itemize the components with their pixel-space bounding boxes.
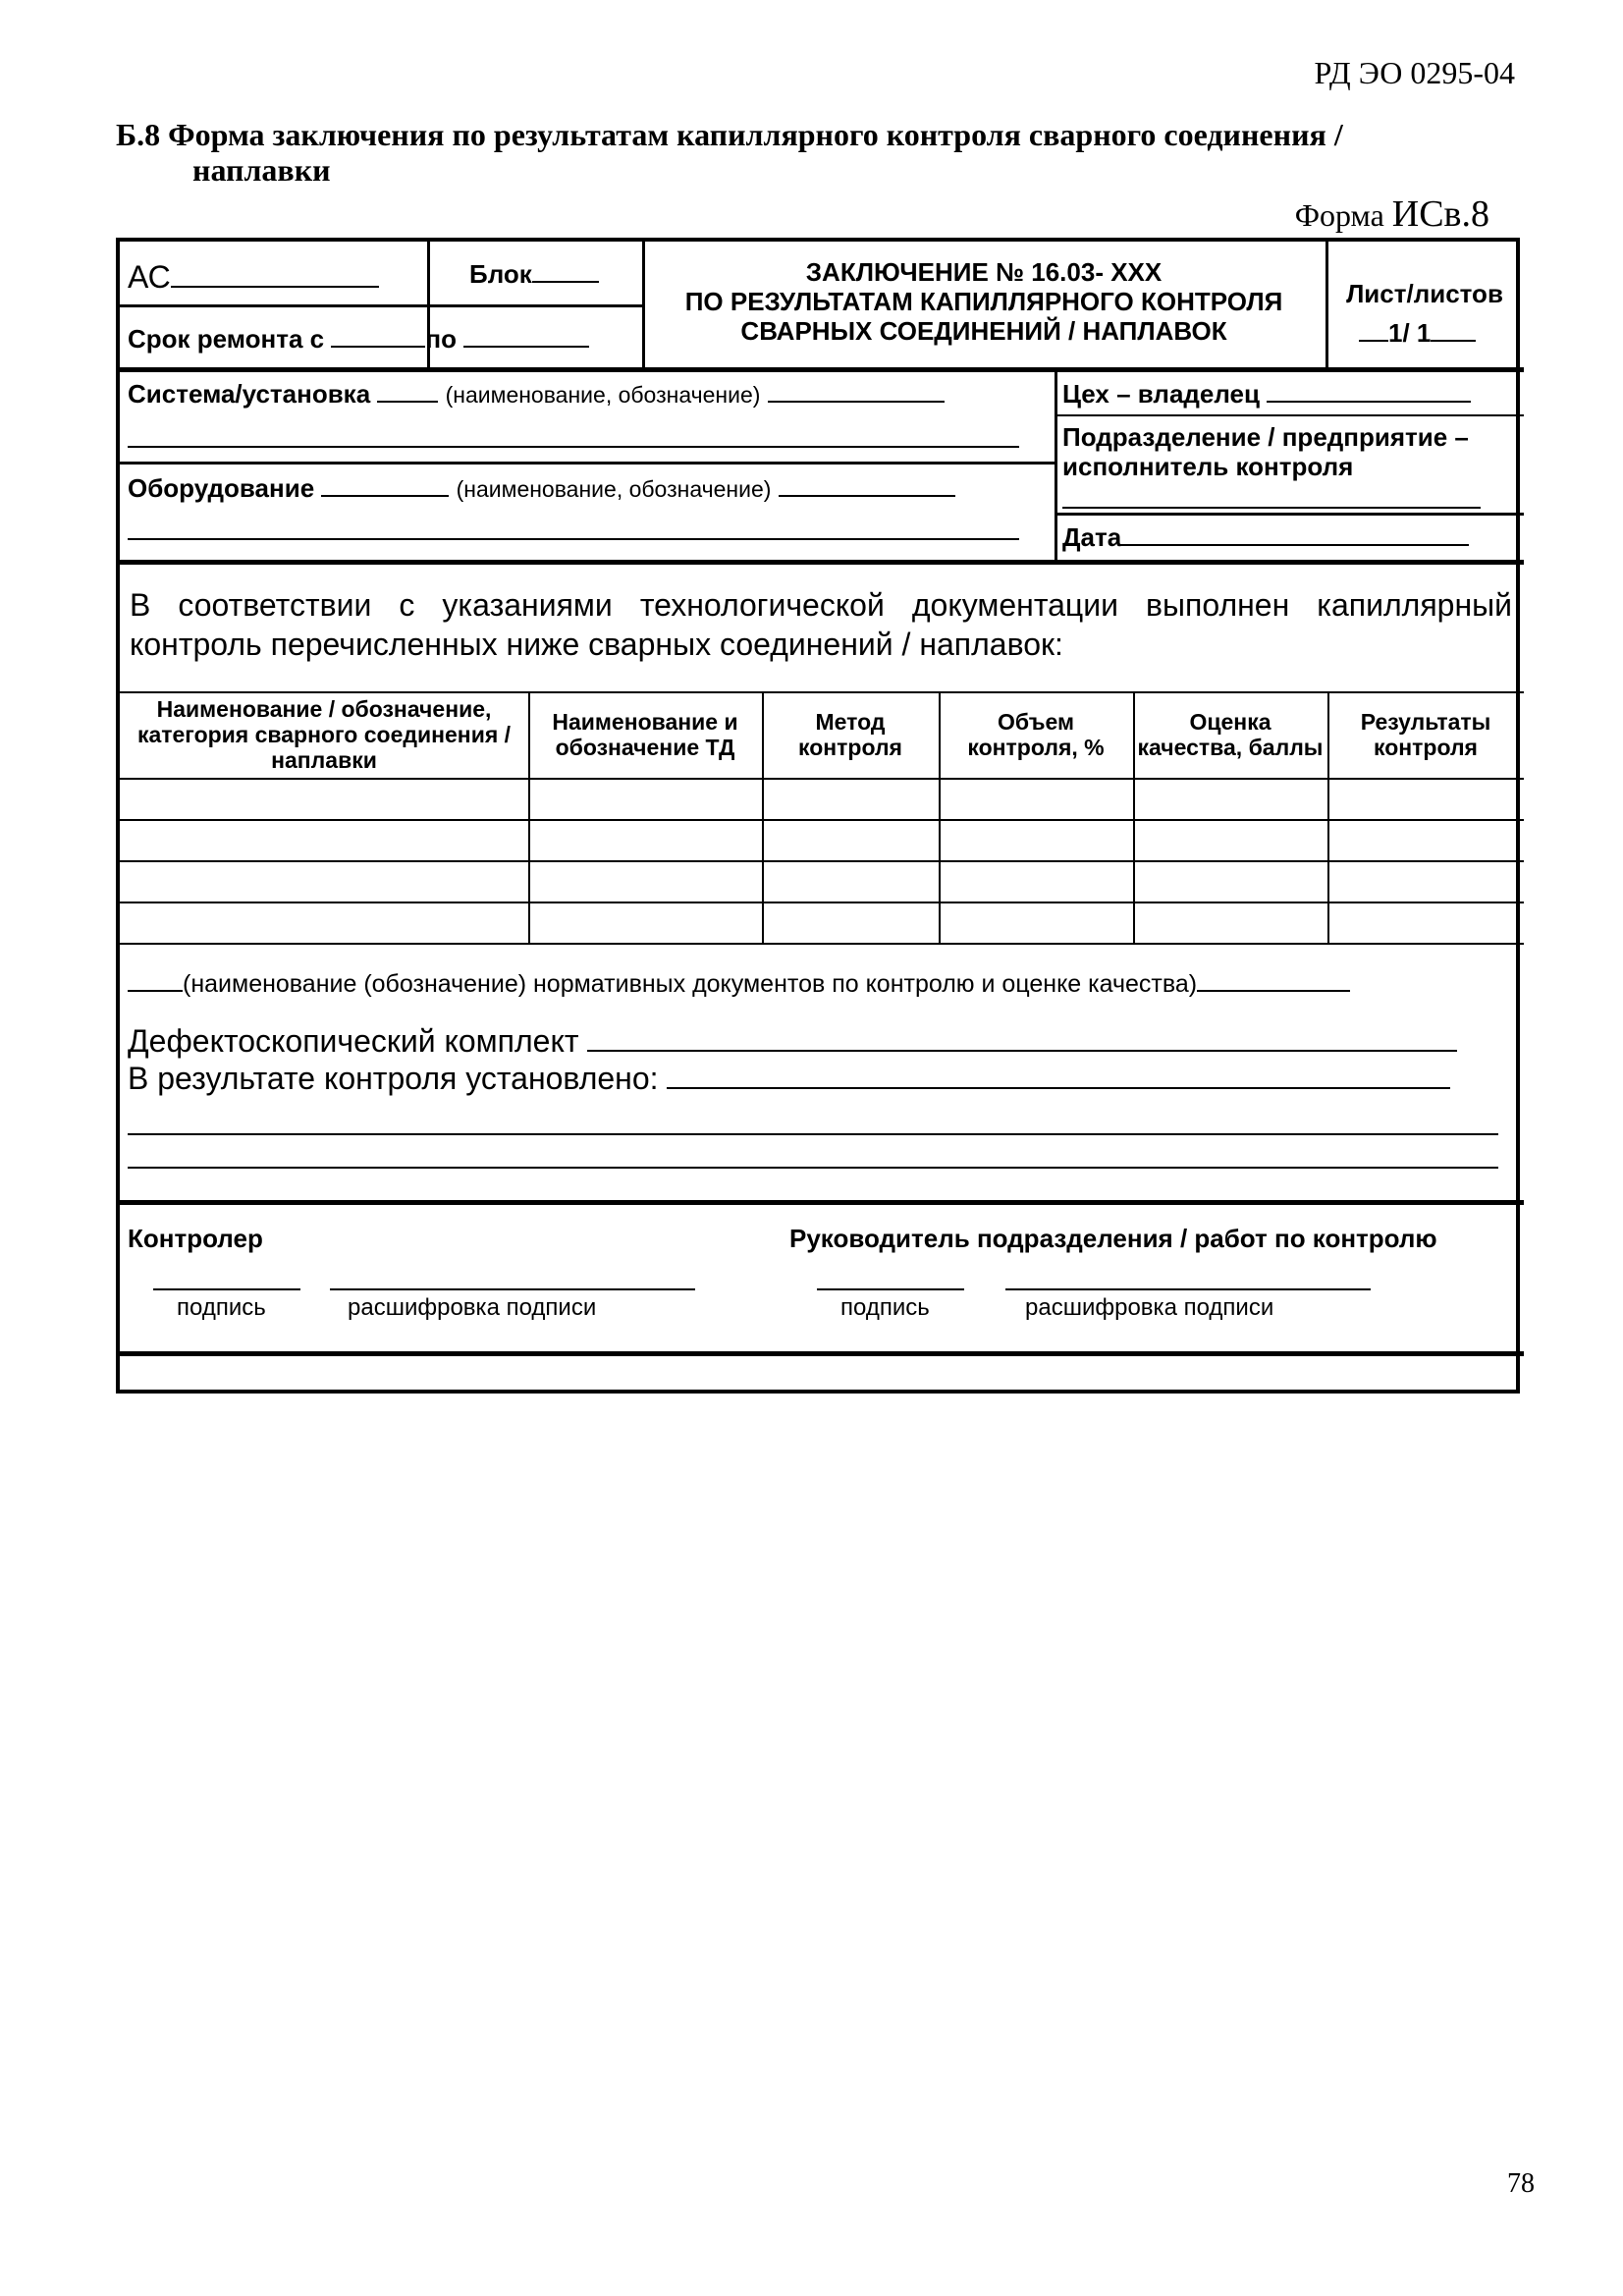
kit-field[interactable] (128, 1023, 1457, 1060)
divider (1325, 242, 1328, 369)
result-label: В результате контроля установлено: (128, 1061, 659, 1096)
divider (1055, 369, 1057, 562)
page-number: 78 (1507, 2168, 1535, 2199)
equipment-label: Оборудование (128, 473, 315, 503)
repair-period-field[interactable] (128, 324, 589, 355)
table-header-cell: Метод контроля (798, 709, 902, 760)
head-decode-line[interactable] (1005, 1288, 1371, 1290)
repair-to-label: по (425, 324, 457, 354)
divider (120, 462, 1055, 465)
divider (120, 367, 1524, 372)
sheets-label: Лист/листов (1346, 279, 1503, 308)
form-label (1295, 192, 1489, 236)
divider (1055, 513, 1524, 516)
divider (642, 242, 645, 369)
date-field[interactable] (1062, 522, 1469, 553)
table-header-cell: Наименование и обозначение ТД (552, 709, 738, 760)
table-row[interactable] (120, 862, 1524, 902)
workshop-label: Цех – владелец (1062, 379, 1260, 409)
table-header-cell: Объем контроля, % (967, 709, 1105, 760)
system-label: Система/установка (128, 379, 371, 409)
document-code: РД ЭО 0295-04 (1314, 55, 1515, 90)
controller-label: Контролер (128, 1224, 263, 1253)
equipment-line[interactable] (128, 538, 1019, 540)
as-label: АС (128, 259, 171, 295)
sheets-field[interactable] (1359, 318, 1476, 349)
conclusion-form (116, 238, 1520, 1394)
equipment-field[interactable] (128, 473, 955, 504)
norm-docs-field[interactable] (128, 970, 1350, 999)
system-hint: (наименование, обозначение) (445, 382, 761, 408)
contractor-label-line1: Подразделение / предприятие – (1062, 422, 1469, 452)
conclusion-title-line2: ПО РЕЗУЛЬТАТАМ КАПИЛЛЯРНОГО КОНТРОЛЯ (684, 287, 1283, 316)
intro-line1: В соответствии с указаниями технологической документации выполнен капиллярный (130, 587, 1512, 623)
controller-signature-line[interactable] (153, 1288, 300, 1290)
sheets-value: 1/ 1 (1388, 318, 1432, 348)
contractor-line[interactable] (1062, 507, 1481, 509)
section-title-line2: наплавки (192, 151, 331, 188)
form-label-code: ИСв.8 (1391, 193, 1489, 235)
result-field[interactable] (128, 1061, 1450, 1097)
repair-label: Срок ремонта с (128, 324, 325, 354)
table-row[interactable] (120, 903, 1524, 943)
conclusion-title-line3: СВАРНЫХ СОЕДИНЕНИЙ / НАПЛАВОК (740, 316, 1227, 346)
result-line[interactable] (128, 1133, 1498, 1135)
equipment-hint: (наименование, обозначение) (456, 476, 772, 502)
table-row[interactable] (120, 821, 1524, 860)
head-signature-line[interactable] (817, 1288, 964, 1290)
system-field[interactable] (128, 379, 945, 410)
system-line[interactable] (128, 446, 1019, 448)
as-field[interactable] (128, 259, 379, 296)
divider (120, 560, 1524, 565)
block-field[interactable] (469, 259, 599, 290)
norm-docs-hint: (наименование (обозначение) нормативных документов по контролю и оценке качества) (183, 970, 1198, 998)
table-bottom-line (120, 943, 1524, 945)
table-header-cell: Наименование / обозначение, категория сварного соединения / наплавки (136, 696, 512, 773)
date-label: Дата (1062, 522, 1122, 552)
head-decode-caption: расшифровка подписи (1025, 1294, 1274, 1321)
divider (120, 1351, 1524, 1356)
kit-label: Дефектоскопический комплект (128, 1023, 579, 1059)
contractor-label (1062, 422, 1469, 481)
form-label-prefix: Форма (1294, 197, 1392, 233)
section-title (116, 118, 1451, 189)
table-header-cell: Результаты контроля (1360, 709, 1491, 760)
conclusion-title (650, 257, 1318, 346)
table-row[interactable] (120, 780, 1524, 819)
block-label: Блок (469, 259, 532, 289)
head-label: Руководитель подразделения / работ по контролю (789, 1224, 1437, 1253)
controller-signature-caption: подпись (177, 1294, 266, 1321)
divider (1055, 414, 1524, 416)
section-title-line1: Б.8 Форма заключения по результатам капиллярного контроля сварного соединения / (116, 117, 1343, 152)
intro-line2: контроль перечисленных ниже сварных соединений / наплавок: (130, 627, 1063, 662)
contractor-label-line2: исполнитель контроля (1062, 452, 1354, 481)
controller-decode-caption: расшифровка подписи (348, 1294, 597, 1321)
divider (120, 1200, 1524, 1205)
result-line[interactable] (128, 1167, 1498, 1169)
conclusion-title-line1: ЗАКЛЮЧЕНИЕ № 16.03- ХХХ (805, 257, 1163, 287)
table-header-cell: Оценка качества, баллы (1137, 709, 1324, 760)
head-signature-caption: подпись (840, 1294, 930, 1321)
workshop-field[interactable] (1062, 379, 1471, 410)
controller-decode-line[interactable] (330, 1288, 695, 1290)
divider (120, 304, 642, 307)
